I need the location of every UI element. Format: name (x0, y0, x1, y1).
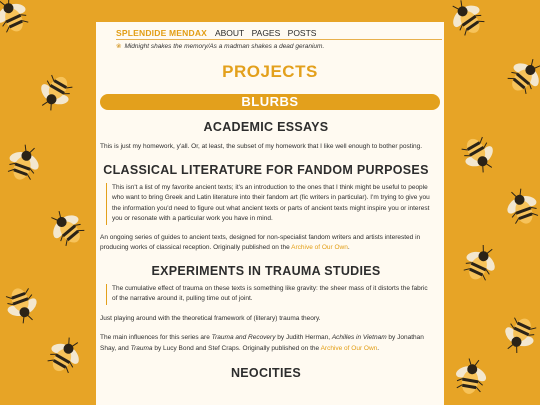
heading-trauma-studies: EXPERIMENTS IN TRAUMA STUDIES (151, 263, 381, 278)
page-title: PROJECTS (222, 62, 318, 81)
nav-link-posts[interactable]: POSTS (287, 28, 317, 38)
archive-of-our-own-link-classical[interactable]: Archive of Our Own (291, 244, 348, 251)
page-container (96, 22, 444, 405)
main-content (100, 120, 432, 380)
site-brand-link[interactable]: SPLENDIDE MENDAX (116, 28, 208, 38)
section-bar-blurbs: BLURBS (100, 94, 440, 110)
archive-of-our-own-link-trauma[interactable]: Archive of Our Own (320, 344, 378, 352)
site-tagline (116, 39, 442, 50)
trauma-studies-influences: The main influences for this series are Trauma and Recovery by Judith Herman, Achilles in Vietnam by Jonathan Shay, and Trauma by Lucy Bond and Stef Craps. Originally published on the Archive of Our Own. (100, 334, 424, 352)
classical-literature-description: An ongoing series of guides to ancient texts, designed for non-specialist fandom writers and artists interested in producing works of classical reception. Originally published on the Archive of Our Own. (100, 233, 421, 251)
tagline-text: Midnight shakes the memory/As a madman shakes a dead geranium. (124, 43, 325, 50)
nav-link-pages[interactable]: PAGES (251, 28, 281, 38)
heading-neocities: NEOCITIES (230, 366, 302, 380)
academic-essays-description: This is just my homework, y'all. Or, at least, the subset of my homework that I like well enough to bother posting. (100, 143, 423, 150)
classical-literature-quote: This isn't a list of my favorite ancient texts; it's an introduction to the ones that I think might be useful to people who want to bring Greek and Latin literature into their fandom art (fic writers in particular). I'm trying to give you the information you'd need to figure out what ancient texts or parts of ancient texts might inspire you or interest you or resonate with a particular work you have in mind. (106, 183, 432, 225)
trauma-studies-quote: The cumulative effect of trauma on these texts is something like gravity: the sheer mass of it distorts the fabric of the narrative around it, pulling time out of joint. (106, 284, 432, 305)
heading-classical-literature: CLASSICAL LITERATURE FOR FANDOM PURPOSES (103, 162, 429, 177)
heading-academic-essays: ACADEMIC ESSAYS (203, 120, 329, 134)
nav-link-about[interactable]: ABOUT (214, 28, 245, 38)
trauma-studies-description: Just playing around with the theoretical framework of (literary) trauma theory. (100, 314, 321, 322)
top-nav (116, 26, 321, 40)
flower-icon: ❀ (116, 43, 122, 50)
